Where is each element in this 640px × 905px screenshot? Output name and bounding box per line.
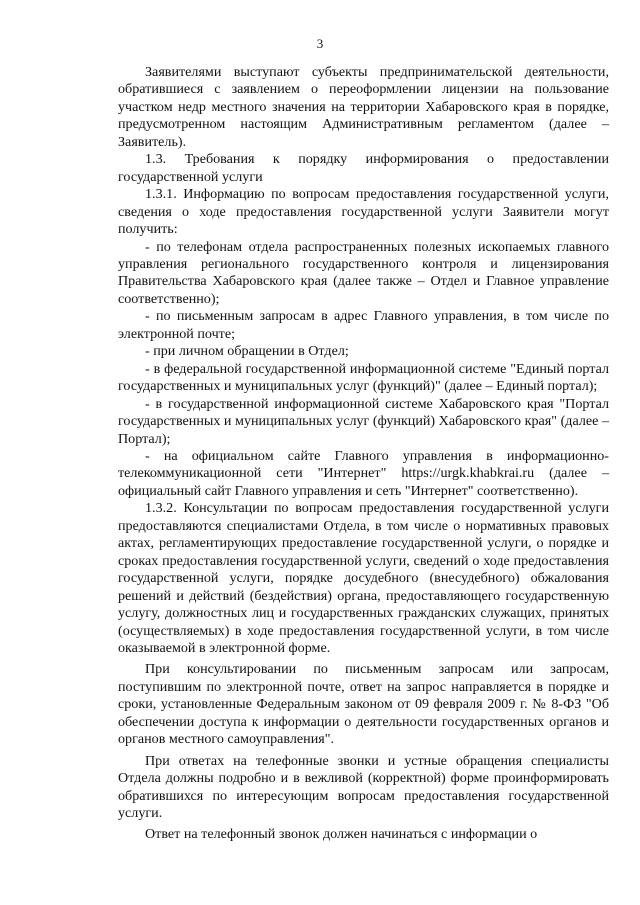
list-item-federal-portal: - в федеральной государственной информационной системе "Единый портал государственных и муниципальных услуг (функций)" (далее – Единый портал); (118, 360, 609, 395)
section-heading-1-3: 1.3. Требования к порядку информирования о предоставлении государственной услуги (118, 151, 609, 185)
paragraph-phone-call-start: Ответ на телефонный звонок должен начинаться с информации о (145, 826, 538, 843)
list-item-official-site: - на официальном сайте Главного управления в информационно-телекоммуникационной сети "Интернет" https://urgk.khabkrai.ru (далее – официальный сайт Главного управления и сеть "Интернет" соответственно). (118, 447, 609, 499)
paragraph-1-3-1: 1.3.1. Информацию по вопросам предоставления государственной услуги, сведения о ходе предоставления государственной услуги Заявители могут получить: (118, 186, 609, 238)
paragraph-applicants: Заявителями выступают субъекты предпринимательской деятельности, обратившиеся с заявлением о переоформлении лицензии на пользование участком недр местного значения на территории Хабаровского края в порядке, предусмотренном настоящим Административным регламентом (далее – Заявитель). (118, 64, 609, 150)
paragraph-phone-answers: При ответах на телефонные звонки и устные обращения специалисты Отдела должны подробно и в вежливой (корректной) форме проинформировать обратившихся по интересующим вопросам предоставления государственной услуги. (118, 752, 609, 822)
list-item-phone: - по телефонам отдела распространенных полезных ископаемых главного управления регионального государственного контроля и лицензирования Правительства Хабаровского края (далее также – Отдел и Главное управление соответственно); (118, 238, 609, 307)
list-item-written-requests: - по письменным запросам в адрес Главного управления, в том числе по электронной почте; (118, 308, 609, 342)
page-number: 3 (316, 36, 324, 51)
paragraph-1-3-2: 1.3.2. Консультации по вопросам предоставления государственной услуги предоставляются специалистами Отдела, в том числе о нормативных правовых актах, регламентирующих предоставление государственной услуги, о порядке и сроках предоставления государственной услуги, сведений о ходе предоставления государственной услуги, порядке досудебного (внесудебного) обжалования решений и действий (бездействия) органа, предоставляющего государственную услугу, должностных лиц и государственных гражданских служащих, принятых (осуществляемых) в ходе предоставления государственной услуги, в том числе оказываемой в электронной форме. (118, 500, 609, 656)
list-item-personal-visit: - при личном обращении в Отдел; (145, 343, 349, 360)
paragraph-written-consultation: При консультировании по письменным запросам или запросам, поступившим по электронной почте, ответ на запрос направляется в порядке и сроки, установленные Федеральным законом от 09 февраля 2009 г. № 8-ФЗ "Об обеспечении доступа к информации о деятельности государственных органов и органов местного самоуправления". (118, 661, 609, 748)
list-item-regional-portal: - в государственной информационной системе Хабаровского края "Портал государственных и муниципальных услуг (функций) Хабаровского края" (далее – Портал); (118, 395, 609, 447)
document-body (118, 64, 609, 844)
